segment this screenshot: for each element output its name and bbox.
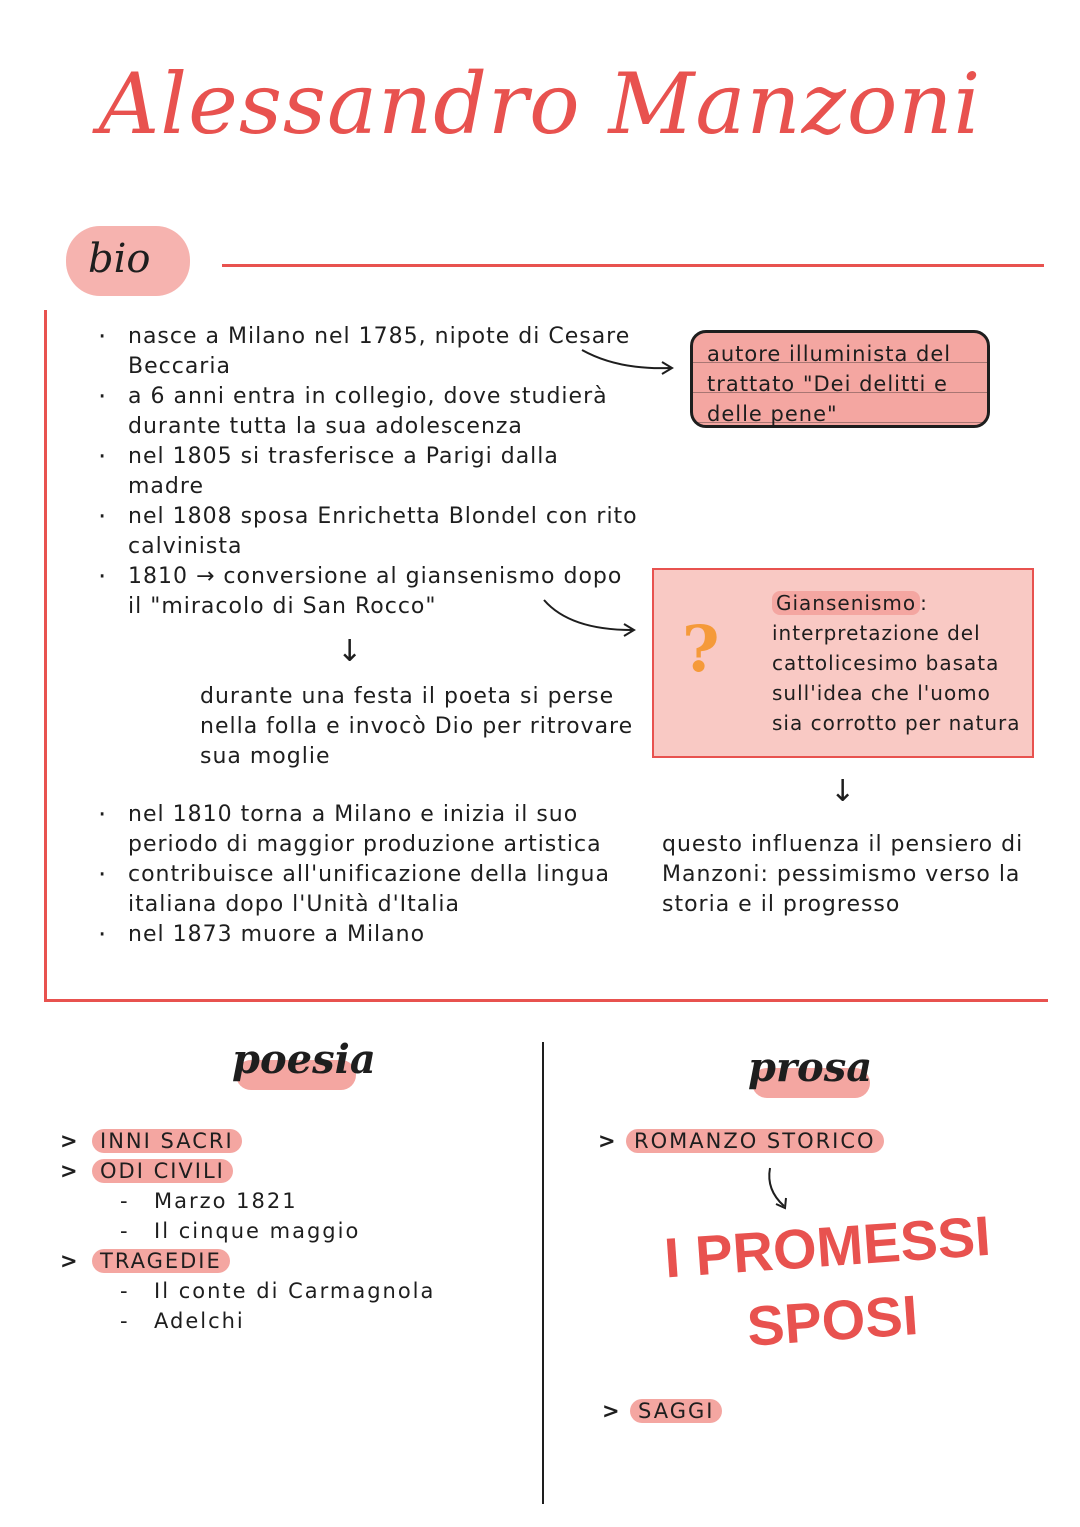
poesia-item [60,1246,512,1276]
arrow-down-icon: ↓ [830,774,856,809]
poesia-item [60,1126,512,1156]
prosa-title: prosa [748,1044,873,1091]
bio-bullet: · nel 1808 sposa Enrichetta Blondel con rito calvinista [98,502,638,562]
poesia-subitem: - Marzo 1821 [92,1186,512,1216]
bio-heading-rule [222,264,1044,267]
prosa-item [598,1126,884,1156]
poesia-item [60,1156,512,1186]
chevron-right-icon: > [598,1129,618,1153]
poesia-list [60,1126,512,1336]
poesia-subitem: - Il cinque maggio [92,1216,512,1246]
poesia-subitem: - Adelchi [92,1306,512,1336]
page-title: Alessandro Manzoni [98,55,982,153]
arrow-to-giansenismo [540,596,640,640]
poesia-item-label: INNI SACRI [92,1129,242,1153]
prosa-item [602,1396,722,1426]
bio-bullet: · nel 1810 torna a Milano e inizia il suo periodo di maggior produzione artistica [98,800,638,860]
bio-bullet: · a 6 anni entra in collegio, dove studierà durante tutta la sua adolescenza [98,382,638,442]
chevron-right-icon: > [60,1159,80,1183]
arrow-down-icon: ↓ [337,634,363,669]
chevron-right-icon: > [60,1129,80,1153]
giansenismo-definition: interpretazione del cattolicesimo basata sull'idea che l'uomo sia corrotto per natura [772,621,1021,735]
bio-bullet: · nasce a Milano nel 1785, nipote di Cesare Beccaria [98,322,638,382]
poesia-item-label: ODI CIVILI [92,1159,233,1183]
bio-bullet: · contribuisce all'unificazione della lingua italiana dopo l'Unità d'Italia [98,860,638,920]
bio-frame-left [44,310,47,1002]
promessi-sposi-title [635,1197,1024,1371]
arrow-to-promessi-sposi [762,1166,798,1214]
bio-bullet: · 1810 → conversione al giansenismo dopo il "miracolo di San Rocco" [98,562,638,622]
bio-bullet: · nel 1873 muore a Milano [98,920,638,950]
illuminist-note: autore illuminista del trattato "Dei delitti e delle pene" [690,330,990,428]
bio-frame-bottom [44,999,1048,1002]
prosa-item-label: SAGGI [630,1399,722,1423]
bio-bullets-bottom [98,800,638,950]
promessi-sposi-line2: SPOSI [744,1283,921,1358]
influence-note: questo influenza il pensiero di Manzoni: pessimismo verso la storia e il progresso [662,832,1024,917]
question-mark-icon: ? [682,612,720,687]
bio-label: bio [88,236,151,282]
poesia-item-label: TRAGEDIE [92,1249,230,1273]
chevron-right-icon: > [602,1399,622,1423]
promessi-sposi-line1: I PROMESSI [662,1203,993,1290]
arrow-to-illuminist-note [578,344,678,380]
bio-bullets-top [98,322,638,622]
chevron-right-icon: > [60,1249,80,1273]
giansenismo-definition-block: Giansenismo : interpretazione del cattolicesimo basata sull'idea che l'uomo sia corrotto per natura [772,591,1021,735]
miracle-note: durante una festa il poeta si perse nella folla e invocò Dio per ritrovare sua moglie [200,684,634,769]
giansenismo-term: Giansenismo [772,591,920,615]
prosa-item-label: ROMANZO STORICO [626,1129,884,1153]
poesia-subitem: - Il conte di Carmagnola [92,1276,512,1306]
bio-bullet: · nel 1805 si trasferisce a Parigi dalla madre [98,442,638,502]
poesia-title: poesia [232,1036,376,1083]
column-divider [542,1042,544,1504]
